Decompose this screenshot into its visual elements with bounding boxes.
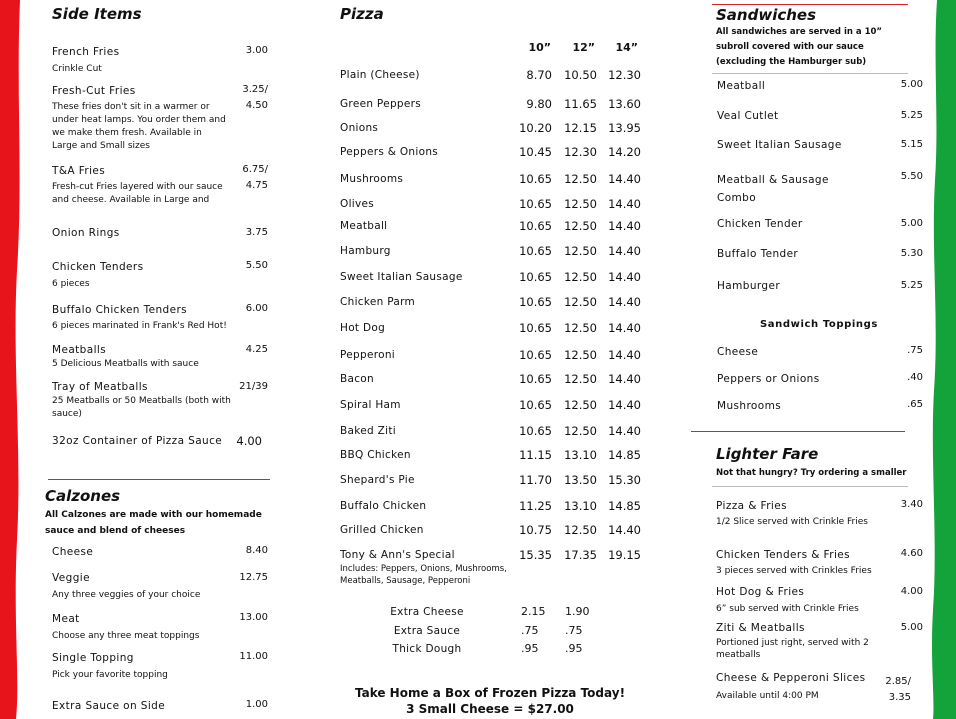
sandwich-name: Veal Cutlet xyxy=(717,110,779,122)
lighter-item-desc: 1/2 Slice served with Crinkle Fries xyxy=(716,517,868,527)
lighter-item-name: Chicken Tenders & Fries xyxy=(716,549,850,561)
calzone-desc: Choose any three meat toppings xyxy=(52,631,200,641)
pizza-item-name: Sweet Italian Sausage xyxy=(340,271,463,283)
pizza-item-name: Tony & Ann's Special xyxy=(340,549,455,561)
pizza-item-name: Onions xyxy=(340,122,379,134)
pizza-item-price-10: 10.65 xyxy=(519,398,552,412)
pizza-item-price-12: 12.50 xyxy=(564,372,597,386)
extra-price: .95 xyxy=(521,642,539,655)
lighter-item-price: 4.00 xyxy=(900,586,923,597)
sandwich-price: 5.50 xyxy=(900,171,923,182)
pizza-item-name: Buffalo Chicken xyxy=(340,500,427,512)
calzone-price: 1.00 xyxy=(245,699,268,710)
sandwich-price: 5.15 xyxy=(900,139,923,150)
side-item-name: Chicken Tenders xyxy=(52,261,144,273)
pizza-item-name: Baked Ziti xyxy=(340,425,396,437)
lighter-item-name: Cheese & Pepperoni Slices xyxy=(716,672,866,684)
pizza-item-price-10: 10.65 xyxy=(519,197,552,211)
side-item-desc: These fries don't sit in a warmer or under heat lamps. You order them and we make them fresh. Available in Large and Small sizes xyxy=(52,102,226,151)
pizza-item-name: Peppers & Onions xyxy=(340,146,439,158)
calzones-heading: Calzones xyxy=(45,487,121,505)
side-item-name: Buffalo Chicken Tenders xyxy=(52,304,188,316)
calzone-name: Cheese xyxy=(52,546,94,558)
sandwich-toppings-heading: Sandwich Toppings xyxy=(760,319,878,330)
section-divider xyxy=(712,4,908,5)
calzone-desc: Any three veggies of your choice xyxy=(52,590,201,600)
topping-price: .40 xyxy=(907,372,923,383)
side-item-name: Tray of Meatballs xyxy=(52,381,148,393)
topping-price: .75 xyxy=(907,345,923,356)
pizza-item-price-12: 12.50 xyxy=(564,523,597,537)
pizza-item-price-14: 14.40 xyxy=(608,321,641,335)
lighter-item-desc: Portioned just right, served with 2 meatballs xyxy=(716,638,869,660)
pizza-item-price-14: 14.40 xyxy=(608,424,641,438)
pizza-item-price-14: 14.40 xyxy=(608,398,641,412)
pizza-item-price-10: 10.65 xyxy=(519,244,552,258)
pizza-item-price-12: 12.50 xyxy=(564,424,597,438)
side-item-price: 4.00 xyxy=(236,434,262,448)
side-item-price: 21/39 xyxy=(239,381,268,392)
left-red-stripe xyxy=(0,0,23,719)
section-divider xyxy=(712,486,908,487)
side-item-price: 3.75 xyxy=(245,227,268,238)
pizza-item-name: Green Peppers xyxy=(340,98,422,110)
pizza-item-price-14: 14.85 xyxy=(608,499,641,513)
size-14-header: 14” xyxy=(615,41,638,54)
sandwich-price: 5.00 xyxy=(900,79,923,90)
pizza-item-price-14: 14.40 xyxy=(608,270,641,284)
extra-price: 2.15 xyxy=(521,605,546,618)
pizza-heading: Pizza xyxy=(340,5,384,23)
pizza-special-desc: Includes: Peppers, Onions, Mushrooms, Meatballs, Sausage, Pepperoni xyxy=(340,564,507,586)
side-item-desc: 6 pieces xyxy=(52,279,90,289)
sandwich-name: Sweet Italian Sausage xyxy=(717,139,842,151)
pizza-item-price-14: 14.40 xyxy=(608,219,641,233)
pizza-item-name: Olives xyxy=(340,198,375,210)
pizza-item-price-14: 14.85 xyxy=(608,448,641,462)
extra-price: .75 xyxy=(565,624,583,637)
section-divider xyxy=(48,479,270,480)
pizza-item-price-12: 12.50 xyxy=(564,398,597,412)
side-item-price: 3.00 xyxy=(245,45,268,56)
lighter-item-desc: Available until 4:00 PM xyxy=(716,691,819,701)
topping-price: .65 xyxy=(907,399,923,410)
calzone-price: 13.00 xyxy=(239,612,268,623)
extra-price: .95 xyxy=(565,642,583,655)
pizza-item-price-12: 12.30 xyxy=(564,145,597,159)
side-item-price: 6.75/ 4.75 xyxy=(242,164,268,191)
calzone-price: 12.75 xyxy=(239,572,268,583)
lighter-item-desc: 3 pieces served with Crinkles Fries xyxy=(716,566,872,576)
pizza-item-name: Chicken Parm xyxy=(340,296,416,308)
pizza-item-price-12: 12.50 xyxy=(564,244,597,258)
pizza-item-price-12: 12.15 xyxy=(564,121,597,135)
pizza-item-price-10: 11.70 xyxy=(519,473,552,487)
lighter-item-name: Hot Dog & Fries xyxy=(716,586,805,598)
pizza-item-price-14: 14.40 xyxy=(608,244,641,258)
side-item-name: 32oz Container of Pizza Sauce xyxy=(52,435,223,447)
pizza-item-name: Grilled Chicken xyxy=(340,524,424,536)
side-item-desc: 6 pieces marinated in Frank's Red Hot! xyxy=(52,321,227,331)
pizza-item-price-10: 8.70 xyxy=(526,68,552,82)
pizza-item-price-14: 14.40 xyxy=(608,295,641,309)
pizza-item-price-12: 12.50 xyxy=(564,197,597,211)
pizza-item-price-10: 10.20 xyxy=(519,121,552,135)
calzone-desc: Pick your favorite topping xyxy=(52,670,168,680)
pizza-item-name: Hot Dog xyxy=(340,322,386,334)
extra-name: Extra Cheese xyxy=(390,606,464,618)
pizza-item-name: Mushrooms xyxy=(340,173,404,185)
pizza-item-price-10: 10.65 xyxy=(519,321,552,335)
side-item-name: T&A Fries xyxy=(52,165,106,177)
pizza-item-price-12: 13.10 xyxy=(564,499,597,513)
pizza-item-price-12: 17.35 xyxy=(564,548,597,562)
side-item-desc: 25 Meatballs or 50 Meatballs (both with sauce) xyxy=(52,396,231,419)
pizza-item-price-14: 13.95 xyxy=(608,121,641,135)
lighter-fare-heading: Lighter Fare xyxy=(716,445,819,463)
pizza-item-price-14: 15.30 xyxy=(608,473,641,487)
pizza-item-price-10: 10.65 xyxy=(519,424,552,438)
pizza-item-price-12: 11.65 xyxy=(564,97,597,111)
pizza-item-price-10: 11.25 xyxy=(519,499,552,513)
side-item-name: French Fries xyxy=(52,46,120,58)
pizza-item-price-14: 12.30 xyxy=(608,68,641,82)
promo-line-2: 3 Small Cheese = $27.00 xyxy=(406,702,574,716)
size-12-header: 12” xyxy=(572,41,595,54)
pizza-item-name: Bacon xyxy=(340,373,374,385)
calzones-note: All Calzones are made with our homemade sauce and blend of cheeses xyxy=(45,510,262,536)
lighter-fare-note: Not that hungry? Try ordering a smaller xyxy=(716,468,907,478)
side-item-price: 3.25/ 4.50 xyxy=(242,84,268,111)
topping-name: Cheese xyxy=(717,346,759,358)
pizza-item-price-12: 10.50 xyxy=(564,68,597,82)
extra-name: Extra Sauce xyxy=(393,625,461,637)
pizza-item-price-12: 12.50 xyxy=(564,270,597,284)
promo-line-1: Take Home a Box of Frozen Pizza Today! xyxy=(354,686,626,700)
pizza-item-price-10: 10.45 xyxy=(519,145,552,159)
sandwich-name: Meatball & Sausage Combo xyxy=(717,174,829,204)
side-item-desc: Crinkle Cut xyxy=(52,64,102,74)
pizza-item-price-10: 10.65 xyxy=(519,270,552,284)
pizza-item-price-12: 13.50 xyxy=(564,473,597,487)
calzone-price: 8.40 xyxy=(245,545,268,556)
lighter-item-price: 5.00 xyxy=(900,622,923,633)
pizza-item-price-14: 14.40 xyxy=(608,348,641,362)
pizza-item-price-12: 13.10 xyxy=(564,448,597,462)
calzone-name: Single Topping xyxy=(52,652,134,664)
pizza-item-price-10: 9.80 xyxy=(526,97,552,111)
extra-price: .75 xyxy=(521,624,539,637)
pizza-item-price-10: 15.35 xyxy=(519,548,552,562)
pizza-item-price-12: 12.50 xyxy=(564,219,597,233)
topping-name: Peppers or Onions xyxy=(717,373,820,385)
lighter-item-price: 3.40 xyxy=(900,499,923,510)
extra-price: 1.90 xyxy=(565,605,590,618)
calzone-name: Meat xyxy=(52,613,80,625)
side-item-name: Fresh-Cut Fries xyxy=(52,85,136,97)
pizza-item-name: Plain (Cheese) xyxy=(340,69,420,81)
sandwiches-heading: Sandwiches xyxy=(716,6,817,24)
pizza-item-price-12: 12.50 xyxy=(564,321,597,335)
pizza-item-price-12: 12.50 xyxy=(564,172,597,186)
extra-name: Thick Dough xyxy=(392,643,462,655)
lighter-item-price: 4.60 xyxy=(900,548,923,559)
calzone-price: 11.00 xyxy=(239,651,268,662)
calzone-name: Extra Sauce on Side xyxy=(52,700,166,712)
right-green-stripe xyxy=(929,0,956,719)
sandwich-price: 5.00 xyxy=(900,218,923,229)
side-item-desc: Fresh-cut Fries layered with our sauce and cheese. Available in Large and xyxy=(52,182,223,205)
pizza-item-name: BBQ Chicken xyxy=(340,449,411,461)
side-item-desc: 5 Delicious Meatballs with sauce xyxy=(52,359,199,369)
side-item-name: Meatballs xyxy=(52,344,107,356)
pizza-item-price-10: 10.65 xyxy=(519,348,552,362)
pizza-item-price-12: 12.50 xyxy=(564,348,597,362)
pizza-item-price-10: 11.15 xyxy=(519,448,552,462)
sandwich-name: Meatball xyxy=(717,80,766,92)
pizza-item-name: Pepperoni xyxy=(340,349,395,361)
pizza-item-price-10: 10.65 xyxy=(519,172,552,186)
calzone-name: Veggie xyxy=(52,572,90,584)
pizza-item-name: Hamburg xyxy=(340,245,391,257)
pizza-item-name: Spiral Ham xyxy=(340,399,401,411)
lighter-item-name: Pizza & Fries xyxy=(716,500,787,512)
pizza-item-price-10: 10.65 xyxy=(519,219,552,233)
pizza-item-price-12: 12.50 xyxy=(564,295,597,309)
side-item-price: 4.25 xyxy=(245,344,268,355)
pizza-item-price-10: 10.65 xyxy=(519,295,552,309)
pizza-item-price-10: 10.65 xyxy=(519,372,552,386)
sandwich-price: 5.25 xyxy=(900,280,923,291)
pizza-item-price-14: 14.40 xyxy=(608,197,641,211)
section-divider xyxy=(712,73,908,74)
pizza-item-price-14: 14.40 xyxy=(608,172,641,186)
pizza-item-price-10: 10.75 xyxy=(519,523,552,537)
sandwich-price: 5.30 xyxy=(900,248,923,259)
pizza-item-name: Meatball xyxy=(340,220,388,232)
pizza-item-price-14: 14.20 xyxy=(608,145,641,159)
lighter-item-desc: 6” sub served with Crinkle Fries xyxy=(716,604,859,614)
pizza-item-price-14: 13.60 xyxy=(608,97,641,111)
side-items-heading: Side Items xyxy=(52,5,142,23)
lighter-item-name: Ziti & Meatballs xyxy=(716,622,805,634)
sandwich-name: Chicken Tender xyxy=(717,218,803,230)
pizza-item-name: Shepard's Pie xyxy=(340,474,415,486)
sandwich-price: 5.25 xyxy=(900,110,923,121)
side-item-price: 6.00 xyxy=(245,303,268,314)
topping-name: Mushrooms xyxy=(717,400,782,412)
side-item-price: 5.50 xyxy=(245,260,268,271)
lighter-item-price: 2.85/ 3.35 xyxy=(885,676,911,703)
sandwich-name: Hamburger xyxy=(717,280,781,292)
pizza-item-price-14: 14.40 xyxy=(608,523,641,537)
size-10-header: 10” xyxy=(528,41,551,54)
sandwiches-note: All sandwiches are served in a 10” subroll covered with our sauce (excluding the Hamburger sub) xyxy=(716,27,882,67)
side-item-name: Onion Rings xyxy=(52,227,120,239)
pizza-item-price-14: 14.40 xyxy=(608,372,641,386)
sandwich-name: Buffalo Tender xyxy=(717,248,799,260)
section-divider xyxy=(691,431,905,432)
pizza-item-price-14: 19.15 xyxy=(608,548,641,562)
